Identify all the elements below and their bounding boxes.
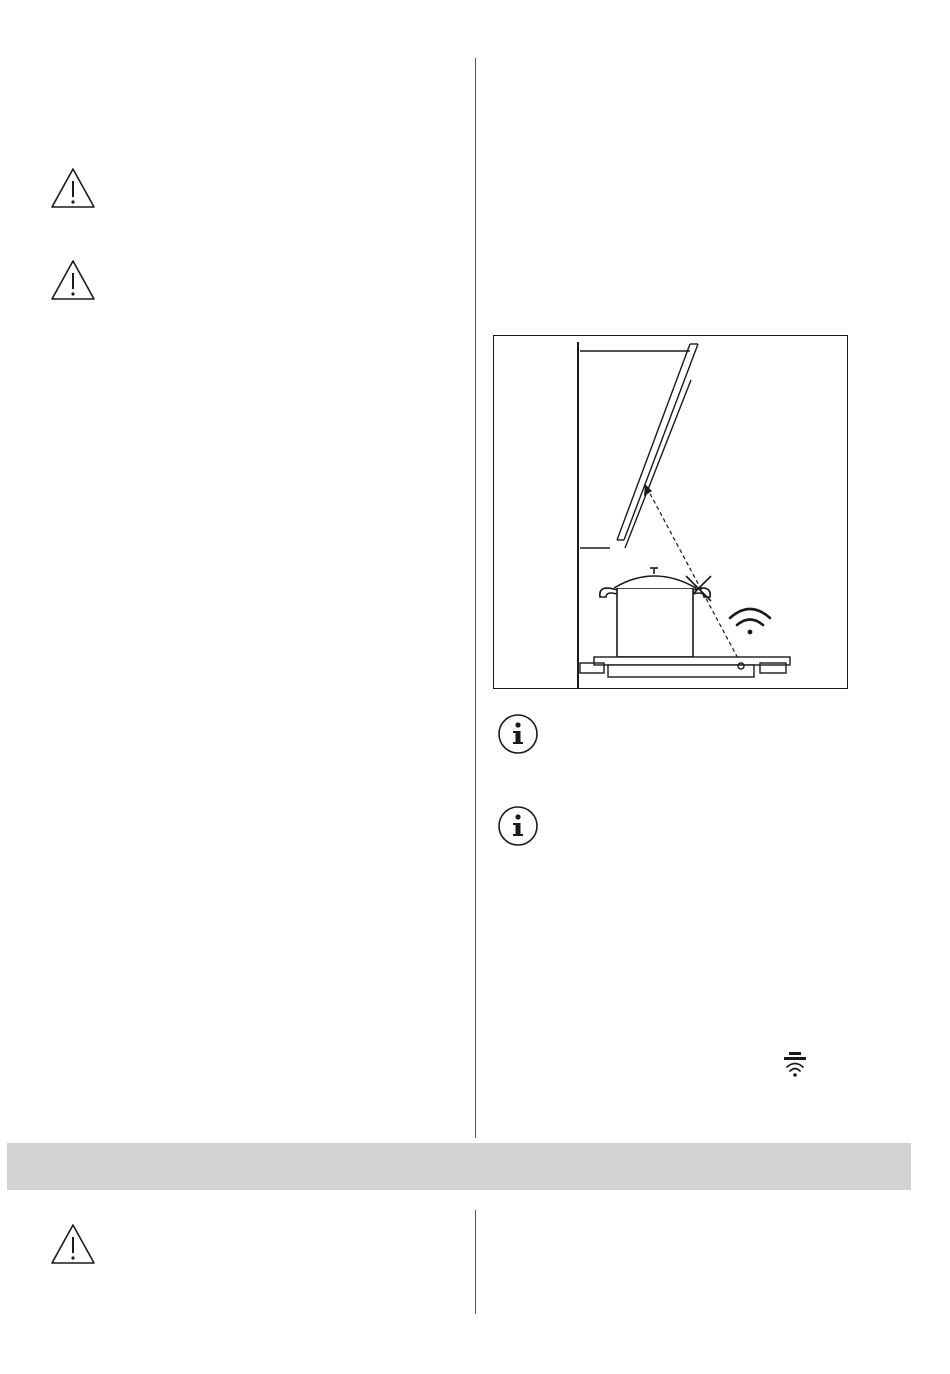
hob-hood-connection-figure: [493, 335, 848, 689]
info-icon: [497, 805, 539, 847]
warning-triangle-icon: [49, 166, 97, 210]
warning-triangle-icon: [49, 258, 97, 302]
hood-canopy: [580, 344, 698, 548]
info-icon: [497, 713, 539, 755]
wireless-signal-icon: [730, 609, 770, 634]
hood-sensor-icon: [783, 1051, 807, 1081]
column-divider-top: [475, 58, 476, 1138]
section-header-band: [7, 1143, 911, 1190]
cooking-pot: [600, 568, 710, 657]
hob: [580, 657, 790, 677]
warning-triangle-icon: [49, 1222, 97, 1266]
column-divider-bottom: [475, 1210, 476, 1314]
